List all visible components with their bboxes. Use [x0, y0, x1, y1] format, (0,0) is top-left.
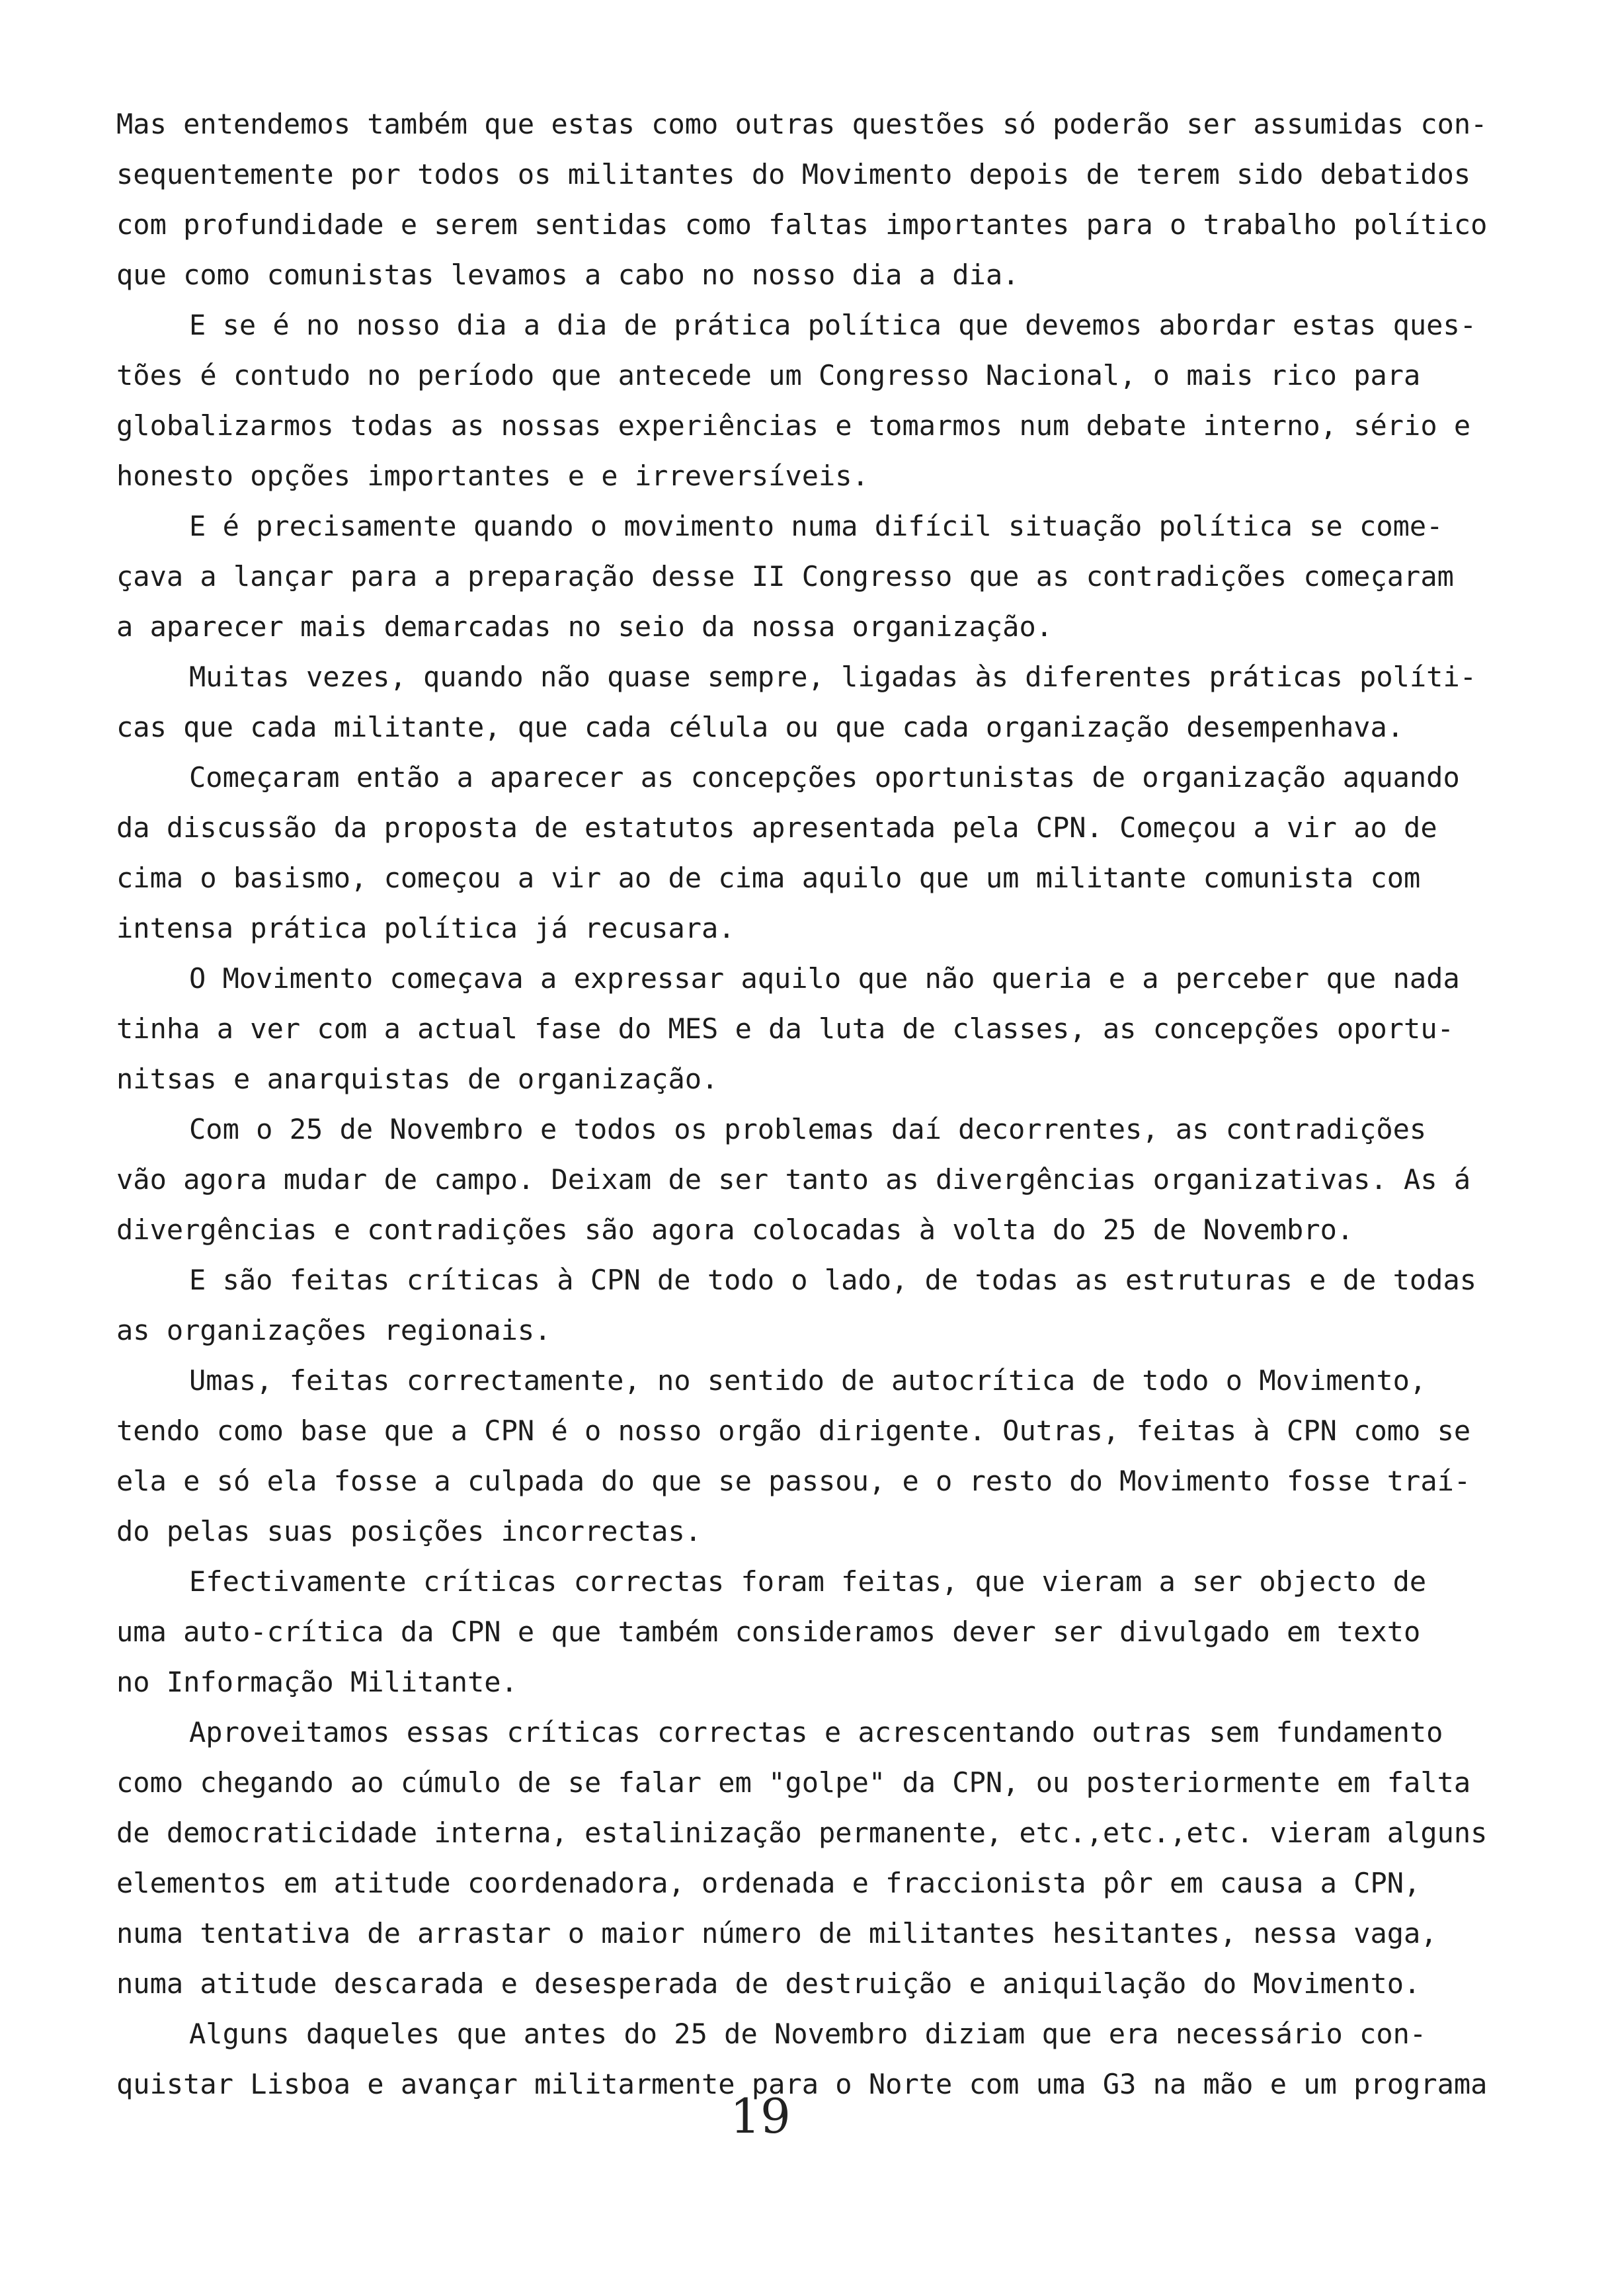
text-line: no Informação Militante. [116, 1666, 518, 1698]
text-line: numa tentativa de arrastar o maior número de militantes hesitantes, nessa vaga, [116, 1917, 1437, 1949]
text-line: nitsas e anarquistas de organização. [116, 1063, 719, 1095]
text-line: Muitas vezes, quando não quase sempre, ligadas às diferentes práticas políti- [189, 661, 1477, 693]
text-line: sequentemente por todos os militantes do Movimento depois de terem sido debatidos [116, 158, 1471, 190]
text-line: tões é contudo no período que antecede um Congresso Nacional, o mais rico para [116, 359, 1421, 391]
text-line: Começaram então a aparecer as concepções oportunistas de organização aquando [189, 761, 1460, 794]
text-line: da discussão da proposta de estatutos apresentada pela CPN. Começou a vir ao de [116, 811, 1437, 844]
text-line: tendo como base que a CPN é o nosso orgão dirigente. Outras, feitas à CPN como se [116, 1414, 1471, 1447]
text-line: numa atitude descarada e desesperada de destruição e aniquilação do Movimento. [116, 1967, 1421, 2000]
text-line: cas que cada militante, que cada célula ou que cada organização desempenhava. [116, 711, 1404, 743]
text-line: de democraticidade interna, estalinização permanente, etc.,etc.,etc. vieram alguns [116, 1817, 1488, 1849]
text-line: divergências e contradições são agora colocadas à volta do 25 de Novembro. [116, 1213, 1354, 1246]
text-line: çava a lançar para a preparação desse II Congresso que as contradições começaram [116, 560, 1454, 593]
text-line: que como comunistas levamos a cabo no nosso dia a dia. [116, 259, 1020, 291]
text-line: do pelas suas posições incorrectas. [116, 1515, 702, 1547]
text-line: quistar Lisboa e avançar militarmente para o Norte com uma G3 na mão e um programa [116, 2068, 1488, 2100]
page-number: 19 [730, 2088, 791, 2144]
text-line: vão agora mudar de campo. Deixam de ser tanto as divergências organizativas. As á [116, 1163, 1471, 1196]
text-line: a aparecer mais demarcadas no seio da nossa organização. [116, 610, 1053, 643]
text-line: Umas, feitas correctamente, no sentido de autocrítica de todo o Movimento, [189, 1364, 1427, 1397]
text-line: tinha a ver com a actual fase do MES e da luta de classes, as concepções oportu- [116, 1012, 1454, 1045]
text-line: com profundidade e serem sentidas como faltas importantes para o trabalho político [116, 208, 1488, 241]
text-line: E são feitas críticas à CPN de todo o lado, de todas as estruturas e de todas [189, 1264, 1477, 1296]
text-line: E se é no nosso dia a dia de prática política que devemos abordar estas ques- [189, 309, 1477, 341]
text-line: elementos em atitude coordenadora, ordenada e fraccionista pôr em causa a CPN, [116, 1867, 1421, 1899]
text-line: as organizações regionais. [116, 1314, 551, 1346]
text-line: como chegando ao cúmulo de se falar em "golpe" da CPN, ou posteriormente em falta [116, 1766, 1471, 1799]
text-line: globalizarmos todas as nossas experiências e tomarmos num debate interno, sério e [116, 409, 1471, 442]
text-line: intensa prática política já recusara. [116, 912, 735, 944]
text-line: Mas entendemos também que estas como outras questões só poderão ser assumidas con- [116, 108, 1488, 140]
text-line: Efectivamente críticas correctas foram feitas, que vieram a ser objecto de [189, 1565, 1427, 1598]
body-text [116, 99, 1488, 2110]
text-line: honesto opções importantes e e irreversíveis. [116, 460, 869, 492]
text-line: Aproveitamos essas críticas correctas e acrescentando outras sem fundamento [189, 1716, 1443, 1748]
text-line: E é precisamente quando o movimento numa difícil situação política se come- [189, 510, 1443, 542]
text-line: Alguns daqueles que antes do 25 de Novembro diziam que era necessário con- [189, 2018, 1427, 2050]
text-line: O Movimento começava a expressar aquilo que não queria e a perceber que nada [189, 962, 1460, 995]
text-line: cima o basismo, começou a vir ao de cima aquilo que um militante comunista com [116, 862, 1421, 894]
text-line: ela e só ela fosse a culpada do que se passou, e o resto do Movimento fosse traí- [116, 1465, 1471, 1497]
text-line: Com o 25 de Novembro e todos os problemas daí decorrentes, as contradições [189, 1113, 1427, 1145]
text-line: uma auto-crítica da CPN e que também consideramos dever ser divulgado em texto [116, 1616, 1421, 1648]
